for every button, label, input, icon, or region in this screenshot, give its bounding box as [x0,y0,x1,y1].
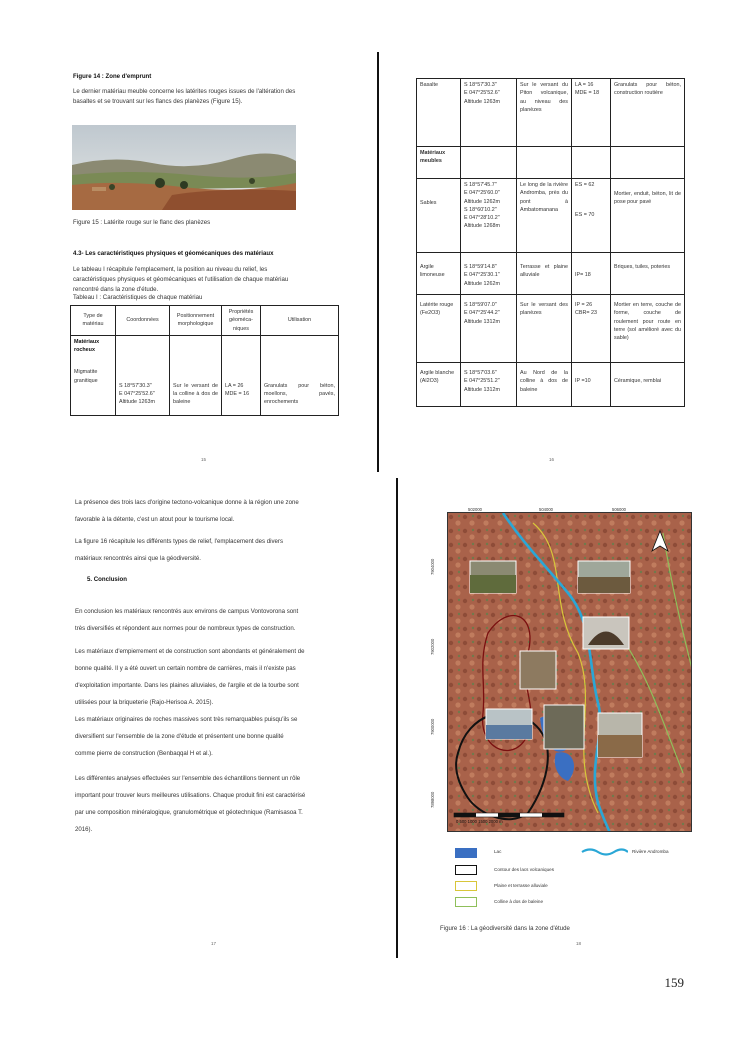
table-row [71,335,339,415]
coord-line: S 18°57'03.6" [464,370,497,376]
map-tick-top: 504000 [539,507,553,512]
coord-line: S 18°57'45.7" [464,182,497,188]
legend-plain-label: Plaine et terrasse alluviale [494,883,548,888]
tl-para1-line: Le dernier matériau meuble concerne les latérites rouges issues de l'altération des [73,88,296,95]
cell-use: Granulats pour béton, moellons, pavés, enrochements [261,335,339,415]
cell-props: IP= 18 [572,253,611,295]
coord-line: S 18°59'14.8" [464,264,497,270]
bl-para4-line: Les matériaux d'empierrement et de construction sont abondants et généralement de [75,648,305,655]
page-number-18: 18 [576,941,582,946]
table-row [417,179,685,253]
header-props: Propriétés géoméca-niques [222,306,261,336]
bl-para5-line: Les différentes analyses effectuées sur l'ensemble des échantillons tiennent un rôle [75,775,301,782]
empty-cell [517,147,572,179]
tl-para1-line: basaltes et se trouvant sur les flancs des planèzes (Figure 15). [73,98,243,105]
group-label: Matériaux meubles [417,147,461,179]
bl-para1-line: La présence des trois lacs d'origine tectono-volcanique donne à la région une zone [75,499,299,506]
prop-line: MDE = 16 [225,391,250,398]
legend-volcanic-swatch [455,865,477,875]
cell-coords [461,363,517,407]
cell-props [572,79,611,147]
table-row [417,79,685,147]
laterite-landscape-image [72,125,296,210]
bl-para4-line: comme pierre de construction (Benbaqqal H et al.). [75,750,213,757]
legend-river-label: Rivière Andromba [632,849,669,854]
scale-bar-segment [454,813,476,817]
coord-line: E 047°25'30.1" [464,272,500,279]
coord-line: E 047°25'51.2" [464,378,500,385]
cell-props [572,179,611,253]
map-svg [448,513,692,832]
cell-position: Terrasse et plaine alluviale [517,253,572,295]
header-position: Positionnement morphologique [170,306,222,336]
cell-type: Sables [417,179,461,253]
tl-para2-line: caractéristiques physiques et géomécaniques et l'utilisation de chaque matériau [73,276,289,283]
cell-use: Mortier, enduit, béton, lit de pose pour pavé [611,179,685,253]
coord-line: E 047°25'52.6" [464,90,500,97]
inset-photo [520,651,556,689]
fig16-caption: Figure 16 : La géodiversité dans la zone d'étude [440,925,570,932]
bl-para4-line: d'exploitation importante. Dans les plaines alluviales, de l'argile et de la tourbe sont [75,682,299,689]
bl-para2-line: matériaux rencontrés ainsi que la géodiversité. [75,555,202,562]
header-use: Utilisation [261,306,339,336]
cell-type [71,335,116,415]
table-1-part2 [416,78,685,407]
conclusion-heading: 5. Conclusion [87,576,127,583]
coord-line: Altitude 1262m [464,280,500,287]
laterite-photo [72,125,296,210]
divider-bottom [396,478,398,958]
map-tick-left: 7900000 [430,718,435,735]
header-type: Type de matériau [71,306,116,336]
inset-photo-water [486,725,532,739]
page-number-16: 16 [549,457,555,462]
cell-type: Argile limoneuse [417,253,461,295]
tl-para2-line: Le tableau I récapitule l'emplacement, la position au niveau du relief, les [73,266,268,273]
coord-line: S 18°57'30.3" [464,82,497,88]
cell-coords [116,335,170,415]
bl-para1-line: favorable à la détente, c'est un atout pour le tourisme local. [75,516,235,523]
bl-para1 [75,494,352,528]
legend-lake-label: Lac [494,849,502,854]
table-group-row [417,147,685,179]
map-tick-left: 7898000 [430,791,435,808]
coord-line: Altitude 1312m [464,318,500,325]
type-value: Migmatite granitique [74,369,98,384]
map-tick-left: 7904000 [430,558,435,575]
coord-line: S 18°57'30.3" [119,382,152,389]
cell-use: Mortier en terre, couche de forme, couche de roulement pour route en terre (sol amélioré avec du sable) [611,295,685,363]
prop-line: ES = 62 [575,182,595,188]
empty-cell [461,147,517,179]
coord-line: Altitude 1263m [119,399,155,406]
table-row [417,295,685,363]
cell-type: Basalte [417,79,461,147]
bl-para4-line: diversifient sur l'ensemble de la zone d'étude et présentent une bonne qualité [75,733,284,740]
legend-river-swatch [580,847,628,857]
page-number-17: 17 [211,941,217,946]
bl-para5 [75,770,352,838]
inset-photo-ground [470,575,516,593]
cell-props: IP =10 [572,363,611,407]
fig15-caption: Figure 15 : Latérite rouge sur le flanc des planèzes [73,219,211,226]
empty-cell [611,147,685,179]
header-coords: Coordonnées [116,306,170,336]
bl-para4-line: bonne qualité. Il y a été ouvert un certain nombre de carrières, mais il n'existe pas [75,665,296,672]
cell-coords [461,253,517,295]
bl-para5-line: important pour trouver leurs meilleures utilisations. Chaque produit fini est caractérisé [75,792,306,799]
geodiversity-map [447,512,692,832]
cell-props [222,335,261,415]
legend-volcanic-label: Contour des lacs volcaniques [494,867,555,872]
empty-cell [572,147,611,179]
bl-para2 [75,533,352,567]
section-heading-4-3: 4.3- Les caractéristiques physiques et géomécaniques des matériaux [73,250,274,257]
prop-line: CBR= 23 [575,310,598,317]
bl-para3-line: En conclusion les matériaux rencontrés aux environs de campus Vontovorona sont [75,608,299,615]
coord-line: Altitude 1262m [464,198,500,205]
bl-para2-line: La figure 16 récapitule les différents types de relief, l'emplacement des divers [75,538,284,545]
prop-line: LA = 16 [575,82,594,88]
cell-coords [461,179,517,253]
legend-hill-label: Colline à dos de baleine [494,899,544,904]
cell-type: Latérite rouge (Fe2O3) [417,295,461,363]
cell-coords [461,79,517,147]
prop-line: LA = 26 [225,382,244,389]
tl-para2 [73,265,335,295]
cell-position: Au Nord de la colline à dos de baleine [517,363,572,407]
bl-para3-line: très diversifiés et répondent aux normes pour de nombreux types de construction. [75,625,296,632]
scale-bar-segment [542,813,564,817]
cell-position: Sur le versant de la colline à dos de baleine [170,335,222,415]
table-caption: Tableau I : Caractéristiques de chaque matériau [73,294,203,301]
scale-bar-segment [498,813,520,817]
legend-hill-swatch [455,897,477,907]
cell-position: Sur le versant du Piton volcanique, au niveau des planèzes [517,79,572,147]
coord-line: S 18°60'10.2" [464,206,497,213]
cell-position: Le long de la rivière Andromba, près du pont à Ambatomanana [517,179,572,253]
inset-photo-ground [578,577,630,593]
tl-para1 [73,87,343,107]
prop-line: ES = 70 [575,212,595,219]
tl-para2-line: rencontré dans la zone d'étude. [73,286,159,293]
map-tick-top: 502000 [468,507,482,512]
map-tick-top: 506000 [612,507,626,512]
bl-para5-line: par une composition minéralogique, granulométrique et géotechnique (Ramisasoa T. [75,809,303,816]
coord-line: Altitude 1263m [464,98,500,105]
cell-use: Granulats pour béton, construction routière [611,79,685,147]
prop-line: IP = 26 [575,302,593,308]
inset-photo [544,705,584,749]
bl-para3 [75,603,352,637]
page-number: 159 [664,975,684,990]
coord-line: E 047°25'44.2" [464,310,500,317]
coord-line: E 047°28'10.2" [464,215,500,222]
bl-para5-line: 2016). [75,826,93,833]
coord-line: S 18°59'07.0" [464,302,497,308]
table-row [417,253,685,295]
legend-plain-swatch [455,881,477,891]
cell-coords [461,295,517,363]
table-row [417,363,685,407]
table-1-part1 [70,305,339,416]
coord-line: Altitude 1268m [464,223,500,230]
divider-top [377,52,379,472]
bl-para4 [75,643,352,762]
cell-use: Briques, tuiles, poteries [611,253,685,295]
prop-line: MDE = 18 [575,90,600,97]
coord-line: E 047°25'60.0" [464,190,500,197]
scale-label: 0 500 1000 1500 2000 m [456,819,503,824]
coord-line: E 047°25'52.6" [119,391,155,398]
cell-position: Sur le versant des planèzes [517,295,572,363]
cell-props [572,295,611,363]
map-tick-left: 7902000 [430,638,435,655]
inset-photo-ground [598,735,642,757]
table-header-row [71,306,339,336]
cell-use: Céramique, remblai [611,363,685,407]
legend-lake-swatch [455,848,477,858]
bl-para4-line: Les matériaux originaires de roches massives sont très remarquables puisqu'ils se [75,716,298,723]
fig14-caption: Figure 14 : Zone d'emprunt [73,73,152,80]
bl-para4-line: utilisées pour la briqueterie (Rajo-Herisoa A. 2015). [75,699,214,706]
page-number-15: 15 [201,457,207,462]
cell-type: Argile blanche (Al2O3) [417,363,461,407]
group-label: Matériaux rocheux [74,338,100,354]
coord-line: Altitude 1312m [464,386,500,393]
